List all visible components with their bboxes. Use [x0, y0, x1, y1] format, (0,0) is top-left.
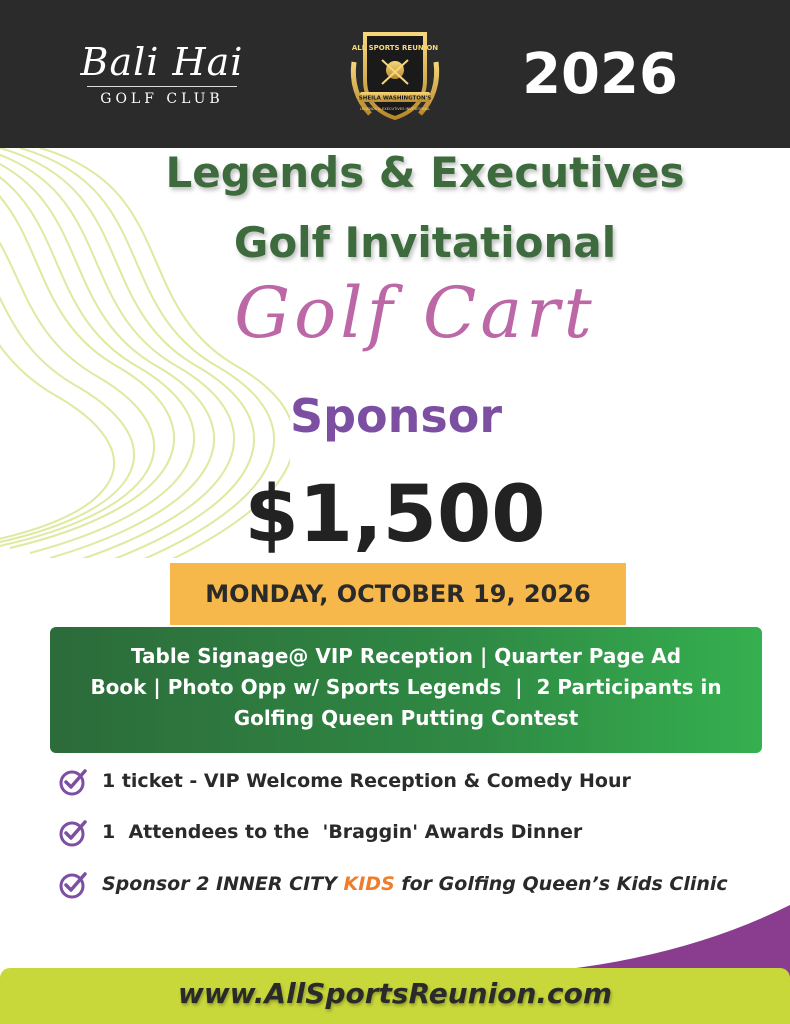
list-item-suffix: for Golfing Queen’s Kids Clinic: [394, 873, 728, 895]
list-item-text: [102, 873, 728, 895]
event-year: 2026: [522, 42, 678, 107]
list-item-prefix: Sponsor 2 INNER CITY: [102, 873, 344, 895]
title-line-2: Golf Invitational: [233, 218, 617, 267]
sponsor-price: $1,500: [244, 470, 546, 560]
benefits-box: [50, 627, 762, 753]
list-item: [58, 767, 758, 799]
website-link[interactable]: www.AllSportsReunion.com: [177, 977, 613, 1010]
benefits-text: [70, 641, 742, 734]
benefits-line-1: Table Signage@ VIP Reception | Quarter Page Ad: [130, 644, 682, 668]
list-item-text: 1 ticket - VIP Welcome Reception & Comedy Hour: [102, 770, 631, 792]
badge-ribbon-text: SHEILA WASHINGTON'S: [358, 95, 432, 102]
header-bar: [0, 0, 790, 148]
sponsor-heading: Sponsor: [290, 389, 503, 443]
check-circle-icon: [58, 818, 88, 848]
kids-highlight: KIDS: [343, 873, 395, 895]
title-line-1: Legends & Executives: [165, 148, 685, 197]
badge-top-text: ALL SPORTS REUNION: [351, 44, 439, 52]
date-banner: [170, 563, 626, 625]
golf-badge-icon: [340, 22, 450, 132]
club-divider: [87, 86, 237, 87]
footer-bar: [0, 968, 790, 1024]
list-item: [58, 870, 758, 902]
benefits-line-3: Golfing Queen Putting Contest: [233, 706, 579, 730]
check-circle-icon: [58, 767, 88, 797]
club-name: Bali Hai: [80, 40, 244, 84]
benefits-line-2: Book | Photo Opp w/ Sports Legends | 2 Participants in: [90, 675, 722, 699]
club-logo: [62, 40, 262, 107]
list-item-text: 1 Attendees to the 'Braggin' Awards Dinner: [102, 821, 583, 843]
club-subtitle: GOLF CLUB: [100, 91, 224, 107]
badge-bottom-text: LEGENDS & EXECUTIVES INVITATIONAL: [359, 107, 431, 111]
event-date: MONDAY, OCTOBER 19, 2026: [205, 580, 591, 608]
check-circle-icon: [58, 870, 88, 900]
golf-cart-script: Golf Cart: [234, 272, 596, 354]
list-item: [58, 818, 758, 850]
